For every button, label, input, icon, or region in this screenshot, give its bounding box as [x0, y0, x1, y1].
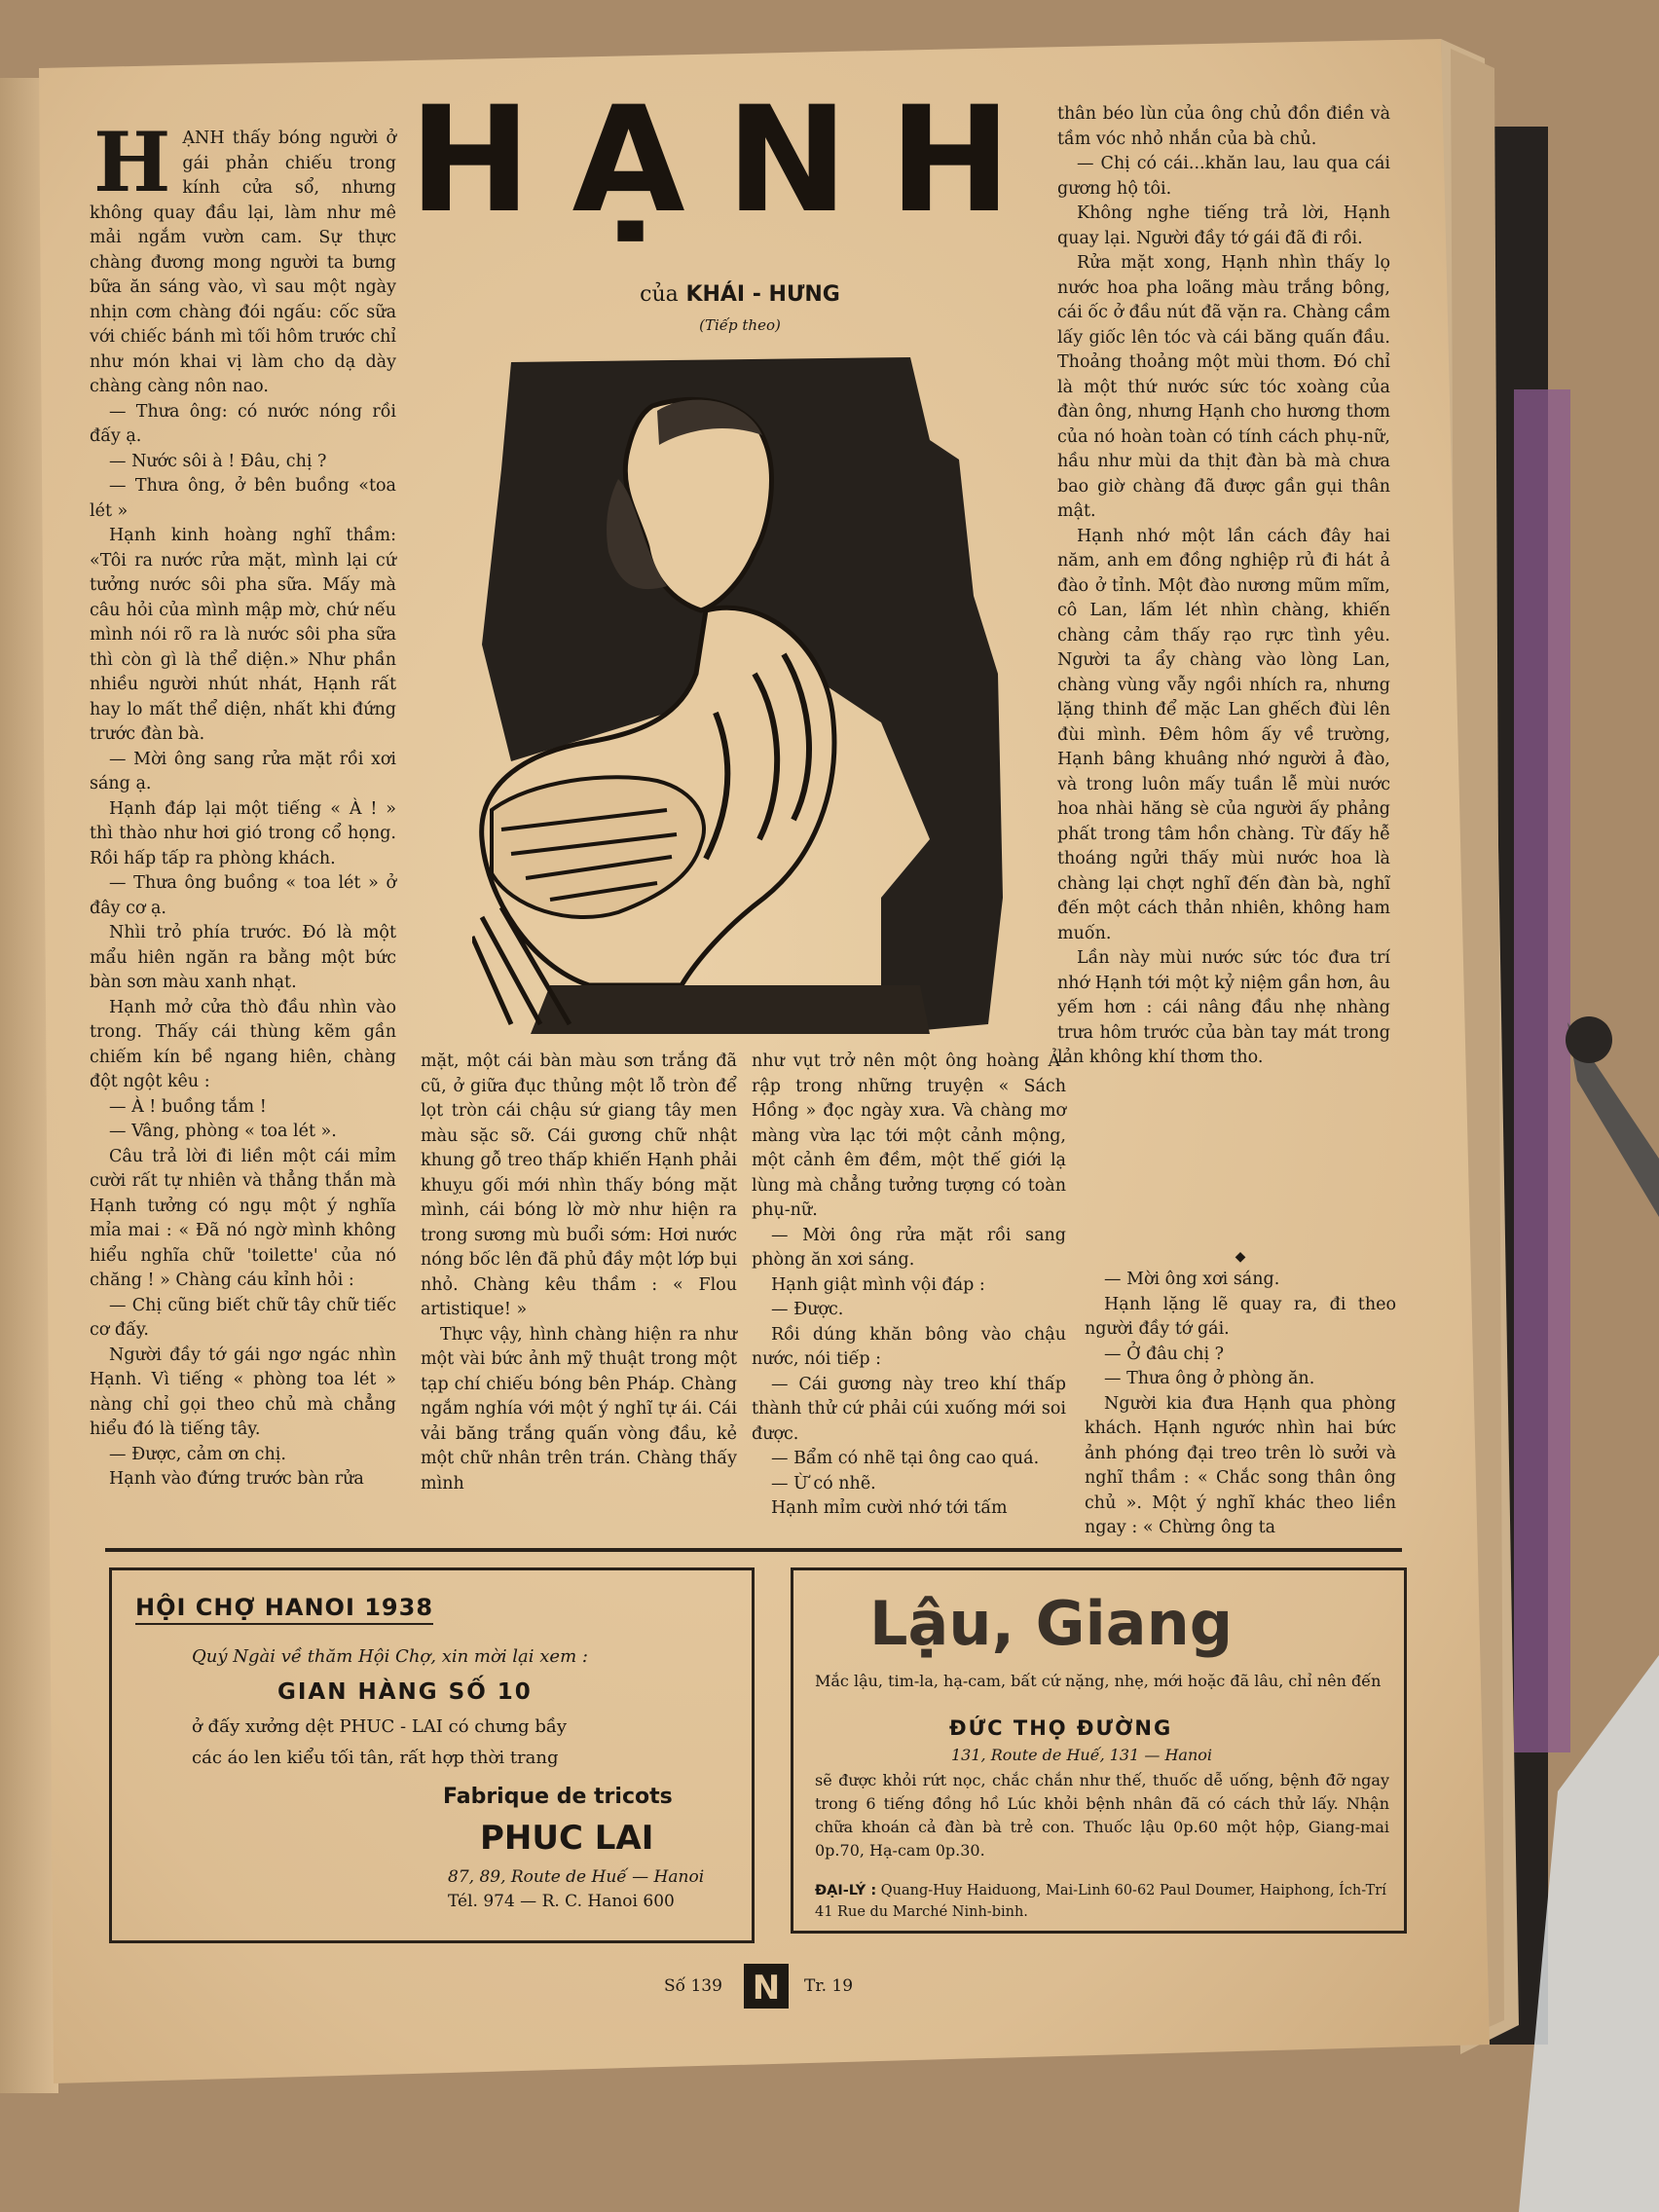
paragraph: Hạnh vào đứng trước bàn rửa	[109, 1469, 364, 1489]
paragraph: — Chị có cái...khăn lau, lau qua cái gương hộ tôi.	[1057, 154, 1390, 199]
paragraph: — Ở đâu chị ?	[1104, 1344, 1225, 1364]
byline-of: của	[640, 282, 679, 307]
paragraph: — Được, cảm ơn chị.	[109, 1444, 286, 1464]
ad-heading: Lậu, Giang	[869, 1588, 1234, 1659]
ad-intro: Mắc lậu, tim-la, hạ-cam, bất cứ nặng, nhẹ, mới hoặc đã lâu, chỉ nên đến	[815, 1672, 1382, 1690]
article-column-2	[421, 1050, 737, 1496]
paragraph: — Mời ông rửa mặt rồi sang phòng ăn xơi sáng.	[752, 1225, 1066, 1270]
article-column-3	[752, 1050, 1066, 1522]
paragraph: Rồi dúng khăn bông vào chậu nước, nói tiếp :	[752, 1324, 1066, 1369]
magazine-logo	[744, 1964, 789, 2009]
ad-fabrique: Fabrique de tricots	[443, 1785, 673, 1809]
article-column-4	[1057, 102, 1390, 1071]
page-number: Tr. 19	[804, 1976, 854, 1996]
paragraph: mặt, một cái bàn màu sơn trắng đã cũ, ở giữa đục thủng một lỗ tròn để lọt tròn cái chậu sứ giang tây men màu sặc sỡ. Cái gương chữ nhật khung gỗ treo thấp khiến Hạnh phải khuỵu gối mới nhìn thấy bóng mặt mình, cái bóng lờ mờ như hiện ra trong sương mù buổi sớm: Hơi nước nóng bốc lên đã phủ đầy một lớp bụi nhỏ. Chàng kêu thầm : « Flou artistique! »	[421, 1051, 737, 1319]
paragraph: Hạnh mỉm cười nhớ tới tấm	[771, 1498, 1008, 1518]
paragraph: — Bẩm có nhẽ tại ông cao quá.	[771, 1449, 1040, 1468]
paragraph: như vụt trở nên một ông hoàng Ả-rập trong những truyện « Sách Hồng » đọc ngày xưa. Và chàng mơ màng vừa lạc tới một cảnh mộng, một cảnh êm đềm, một thế giới lạ lùng mà chẳng tưởng tượng có toàn phụ-nữ.	[752, 1051, 1066, 1220]
marbled-edge	[1514, 389, 1570, 1752]
ad-brand: PHUC LAI	[480, 1819, 654, 1858]
ad-address: 87, 89, Route de Huế — Hanoi	[448, 1867, 705, 1887]
issue-number: Số 139	[664, 1976, 722, 1996]
paragraph: Hạnh giật mình vội đáp :	[771, 1274, 985, 1295]
article-column-5	[1085, 1246, 1396, 1541]
paragraph: Hạnh nhớ một lần cách đây hai năm, anh em đồng nghiệp rủ đi hát ả đào ở tỉnh. Một đào nương mũm mĩm, cô Lan, lấm lét nhìn chàng, khiến chàng cảm thấy rạo rực tình yêu. Người ta ẩy chàng vào lòng Lan, chàng vùng vẫy ngồi nhích ra, nhưng lặng thinh để mặc Lan ghếch đùi lên đùi mình. Đêm hôm ấy về trường, Hạnh bâng khuâng nhớ người ả đào, và trong luôn mấy tuần lễ mùi nước hoa nhài hăng sè của người ấy phảng phất trong tâm hồn chàng. Từ đấy hễ thoáng ngửi thấy mùi nước hoa là chàng lại chợt nghĩ đến đàn bà, nghĩ đến một cách thản nhiên, không ham muốn.	[1057, 526, 1390, 943]
paragraph: — Được.	[771, 1300, 844, 1319]
ad-lau-giang	[791, 1567, 1407, 1934]
paragraph: — Chị cũng biết chữ tây chữ tiếc cơ đấy.	[90, 1295, 396, 1340]
ad-heading: HỘI CHỢ HANOI 1938	[135, 1594, 433, 1625]
paragraph: Câu trả lời đi liền một cái mỉm cười rất tự nhiên và thẳng thắn mà Hạnh tưởng có ngụ một ý nghĩa mỉa mai : « Đã nó ngờ mình không hiểu nghĩa chữ 'toilette' của nó chăng ! » Chàng cáu kỉnh hỏi :	[90, 1146, 396, 1290]
ad-hoi-cho-hanoi	[109, 1567, 755, 1943]
paragraph: — Thưa ông ở phòng ăn.	[1104, 1369, 1315, 1388]
paragraph: — Nước sôi à ! Đâu, chị ?	[109, 451, 327, 471]
paragraph: — Mời ông xơi sáng.	[1104, 1270, 1280, 1289]
paragraph: — Cái gương này treo khí thấp thành thử cứ phải cúi xuống mới soi được.	[752, 1374, 1066, 1444]
ad-line: các áo len kiểu tối tân, rất hợp thời trang	[192, 1748, 559, 1768]
continued-note: (Tiếp theo)	[699, 316, 781, 334]
ad-agents	[815, 1880, 1389, 1923]
article-bottom-rule	[105, 1548, 1402, 1552]
ad-line: ở đấy xưởng dệt PHUC - LAI có chưng bầy	[192, 1716, 568, 1737]
paragraph: Hạnh đáp lại một tiếng « À ! » thì thào như hơi gió trong cổ họng. Rồi hấp tấp ra phòng khách.	[90, 798, 396, 868]
byline	[545, 282, 935, 307]
section-separator: ◆	[1235, 1249, 1246, 1265]
paragraph: — Ừ có nhẽ.	[771, 1473, 876, 1493]
paragraph: — Vâng, phòng « toa lét ».	[109, 1122, 337, 1141]
paragraph: — Mời ông sang rửa mặt rồi xơi sáng ạ.	[90, 749, 396, 793]
paragraph: — Thưa ông buồng « toa lét » ở đây cơ ạ.	[90, 873, 396, 918]
paragraph: Không nghe tiếng trả lời, Hạnh quay lại. Người đầy tớ gái đã đi rồi.	[1057, 203, 1390, 248]
dropcap: H	[93, 114, 171, 210]
paragraph: — Thưa ông, ở bên buồng «toa lét »	[90, 476, 396, 521]
ad-agents-label: ĐẠI-LÝ :	[815, 1883, 877, 1899]
article-column-1	[90, 114, 396, 1493]
article-title: HẠNH	[409, 76, 1052, 245]
ad-stall: GIAN HÀNG SỐ 10	[277, 1679, 533, 1705]
paragraph: Người kia đưa Hạnh qua phòng khách. Hạnh ngước nhìn hai bức ảnh phóng đại treo trên lò sưởi và nghĩ thầm : « Chắc song thân ông chủ ». Một ý nghĩ khác theo liền ngay : « Chừng ông ta	[1085, 1393, 1396, 1537]
paragraph: Hạnh mở cửa thò đầu nhìn vào trong. Thấy cái thùng kẽm gần chiếm kín bề ngang hiên, chàng đột ngột kêu :	[90, 997, 396, 1091]
paragraph: thân béo lùn của ông chủ đồn điền và tầm vóc nhỏ nhắn của bà chủ.	[1057, 104, 1390, 149]
ad-shop-name: ĐỨC THỌ ĐƯỜNG	[949, 1716, 1173, 1740]
paragraph: Thực vậy, hình chàng hiện ra như một vài bức ảnh mỹ thuật trong một tạp chí chiếu bóng bên Pháp. Chàng ngắm nghía với một ý nghĩ tự ái. Cái vải băng trắng quấn vòng đầu, kẻ một chữ nhân trên trán. Chàng thấy mình	[421, 1324, 737, 1493]
ad-tel: Tél. 974 — R. C. Hanoi 600	[448, 1892, 675, 1911]
paragraph: Hạnh kinh hoàng nghĩ thầm: «Tôi ra nước rửa mặt, mình lại cứ tưởng nước sôi pha sữa. Mấy mà câu hỏi của mình mập mờ, chứ nếu mình nói rõ ra là nước sôi pha sữa thì còn gì là thể diện.» Như phần nhiều người nhút nhát, Hạnh rất hay lo mất thể diện, nhất khi đứng trước đàn bà.	[90, 526, 396, 744]
ad-address: 131, Route de Huế, 131 — Hanoi	[951, 1746, 1213, 1764]
byline-author: KHÁI - HƯNG	[685, 282, 840, 307]
ad-body: sẽ được khỏi rứt nọc, chắc chắn như thế, thuốc dễ uống, bệnh đỡ ngay trong 6 tiếng đồng hồ Lúc khỏi bệnh nhân đã có cách thử lấy. Nhận chữa khoán cả đàn bà trẻ con. Thuốc lậu 0p.60 một hộp, Giang-mai 0p.70, Hạ-cam 0p.30.	[815, 1771, 1389, 1860]
paragraph: Hạnh lặng lẽ quay ra, đi theo người đầy tớ gái.	[1085, 1294, 1396, 1339]
woodcut-illustration	[472, 352, 1013, 1034]
article-intro: ẠNH thấy bóng người ở gái phản chiếu trong kính cửa sổ, nhưng không quay đầu lại, làm như mê mải ngắm vườn cam. Sự thực chàng đương mong người ta bưng bữa ăn sáng vào, vì sau một ngày nhịn cơm chàng đói ngấu: cốc sữa với chiếc bánh mì tối hôm trước chỉ như món khai vị làm cho dạ dày chàng càng nôn nao.	[90, 129, 396, 396]
paragraph: Lần này mùi nước sức tóc đưa trí nhớ Hạnh tới một kỷ niệm gần hơn, âu yếm hơn : cái nâng đầu nhẹ nhàng trưa hôm trước của bàn tay mát trong lản không khí thơm tho.	[1057, 948, 1390, 1067]
logo-letter: N	[752, 1969, 781, 2008]
ad-agents-list: Quang-Huy Haiduong, Mai-Linh 60-62 Paul Doumer, Haiphong, Ích-Trí 41 Rue du Marché Ninh-binh.	[815, 1883, 1386, 1920]
paragraph: Nhìi trỏ phía trước. Đó là một mẩu hiên ngăn ra bằng một bức bàn sơn màu xanh nhạt.	[90, 923, 396, 992]
paragraph: Rửa mặt xong, Hạnh nhìn thấy lọ nước hoa pha loãng màu trắng bông, cái ốc ở đầu nút đã vặn ra. Chàng cầm lấy giốc lên tóc và cái băng quấn đầu. Thoảng thoảng một mùi thơm. Đó chỉ là một thứ nước sức tóc xoàng của đàn ông, nhưng Hạnh cho hương thơm của nó hoàn toàn có tính cách phụ-nữ, hầu như mùi da thịt đàn bà mà chưa bao giờ chàng đã được gần gụi thân mật.	[1057, 253, 1390, 521]
ad-invite: Quý Ngài về thăm Hội Chợ, xin mời lại xem :	[192, 1646, 588, 1667]
paragraph: — Thưa ông: có nước nóng rồi đấy ạ.	[90, 401, 396, 446]
paragraph: — À ! buồng tắm !	[109, 1096, 267, 1117]
paragraph: Người đầy tớ gái ngơ ngác nhìn Hạnh. Vì tiếng « phòng toa lét » nàng chỉ gọi theo chủ mà chẳng hiểu đó là tiếng tây.	[90, 1345, 396, 1439]
